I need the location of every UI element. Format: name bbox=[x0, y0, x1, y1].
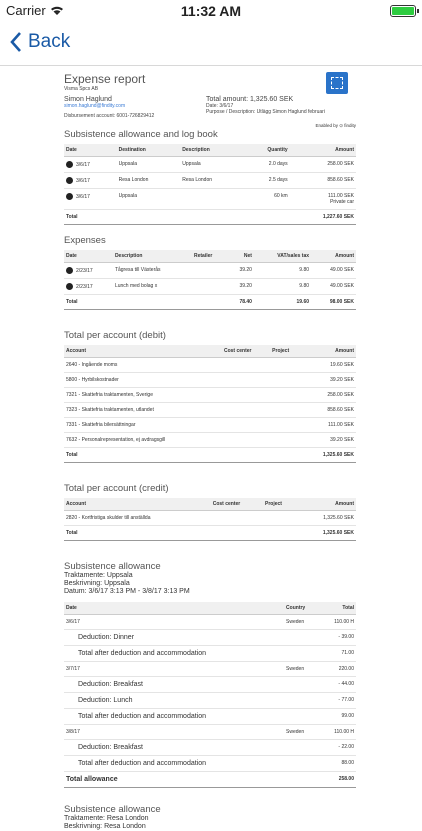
table-row: 5800 - Hyrbilskostnader 39.20 SEK bbox=[64, 373, 356, 388]
car-icon bbox=[66, 161, 73, 168]
company-logo-icon bbox=[326, 72, 348, 94]
user-email[interactable]: simon.haglund@findity.com bbox=[64, 103, 126, 109]
table-row: Deduction: Breakfast - 44.00 bbox=[64, 677, 356, 693]
subsistence-table: Date Destination Description Quantity Amount 3/6/17 Uppsala Uppsala 2.0 days 258.00 SEK 3/6/17 Resa London Resa London 2.5 days 858.60 SEK 3/6/17 Uppsala 60 km 111.00 SEK Private car Total 1,227.60 SEK bbox=[64, 144, 356, 225]
table-row: 7323 - Skattefria traktamenten, utlandet 858.60 SEK bbox=[64, 403, 356, 418]
table-row: Deduction: Breakfast - 22.00 bbox=[64, 740, 356, 756]
debit-table: Account Cost center Project Amount 2640 - Ingående moms 19.60 SEK 5800 - Hyrbilskostnader 39.20 SEK 7321 - Skattefria traktamenten, Sverige 258.00 SEK 7323 - Skattefria traktamenten, utlandet 858.60 SEK 7331 - Skattefria bilersättningar 111.00 SEK 7632 - Personalrepresentation, ej avdragsgill 39.20 SEK Total 1,325.60 SEK bbox=[64, 345, 356, 463]
expense-document[interactable] bbox=[64, 72, 356, 831]
report-date: Date: 3/6/17 bbox=[206, 103, 234, 109]
section-title: Total per account (credit) bbox=[64, 483, 169, 494]
table-row: 2/23/17 Lunch med bolag x 39.20 9.80 49.00 SEK bbox=[64, 279, 356, 295]
table-row: Total after deduction and accommodation 71.00 bbox=[64, 646, 356, 662]
disbursement-account: Disbursement account: 6001-726829412 bbox=[64, 113, 155, 119]
back-button[interactable]: Back bbox=[10, 31, 70, 53]
company-name: Visma Spcs AB bbox=[64, 86, 99, 92]
table-row: 7632 - Personalrepresentation, ej avdragsgill 39.20 SEK bbox=[64, 433, 356, 448]
table-row: 3/7/17 Sweden 220.00 bbox=[64, 662, 356, 677]
clock: 11:32 AM bbox=[180, 3, 242, 19]
chevron-left-icon bbox=[10, 31, 22, 53]
table-row: 2/23/17 Tågresa till Västerås 39.20 9.80 49.00 SEK bbox=[64, 263, 356, 279]
table-row: 3/6/17 Resa London Resa London 2.5 days 858.60 SEK bbox=[64, 173, 356, 189]
plane-icon bbox=[66, 177, 73, 184]
table-row: 3/6/17 Sweden 110.00 H bbox=[64, 615, 356, 630]
expenses-table: Date Description Retailer Net VAT/sales tax Amount 2/23/17 Tågresa till Västerås 39.20 9.80 49.00 SEK 2/23/17 Lunch med bolag x 39.20 9.80 49.00 SEK Total 78.40 19.60 98.00 SEK bbox=[64, 250, 356, 310]
nav-bar bbox=[0, 22, 422, 66]
allowance-line: Traktamente: Uppsala bbox=[64, 572, 133, 579]
section-title: Subsistence allowance and log book bbox=[64, 129, 218, 140]
table-row: 7321 - Skattefria traktamenten, Sverige 258.00 SEK bbox=[64, 388, 356, 403]
food-icon bbox=[66, 283, 73, 290]
allowance-line: Beskrivning: Resa London bbox=[64, 823, 146, 830]
battery-icon bbox=[390, 5, 416, 17]
table-row: Deduction: Lunch - 77.00 bbox=[64, 693, 356, 709]
table-row: Total after deduction and accommodation 88.00 bbox=[64, 756, 356, 772]
table-row: 3/6/17 Uppsala Uppsala 2.0 days 258.00 SEK bbox=[64, 157, 356, 173]
table-row: 2640 - Ingående moms 19.60 SEK bbox=[64, 358, 356, 373]
train-icon bbox=[66, 267, 73, 274]
total-amount: Total amount: 1,325.60 SEK bbox=[206, 96, 294, 103]
table-row: 2820 - Kortfristiga skulder till anställda 1,325.60 SEK bbox=[64, 511, 356, 526]
credit-table: Account Cost center Project Amount 2820 - Kortfristiga skulder till anställda 1,325.60 SEK Total 1,325.60 SEK bbox=[64, 498, 356, 541]
table-row: Deduction: Dinner - 39.00 bbox=[64, 630, 356, 646]
allowance-line: Datum: 3/6/17 3:13 PM - 3/8/17 3:13 PM bbox=[64, 588, 190, 595]
report-purpose: Purpose / Description: Utlägg Simon Haglund februari bbox=[206, 109, 325, 115]
allowance-line: Traktamente: Resa London bbox=[64, 815, 149, 822]
section-title: Subsistence allowance bbox=[64, 804, 161, 815]
table-row: Total after deduction and accommodation 99.00 bbox=[64, 709, 356, 725]
report-title: Expense report bbox=[64, 72, 146, 86]
carrier: Carrier bbox=[6, 3, 64, 18]
table-row: 3/8/17 Sweden 110.00 H bbox=[64, 725, 356, 740]
allowance-table: Date Country Total 3/6/17 Sweden 110.00 H Deduction: Dinner - 39.00 Total after deduction and accommodation 71.00 3/7/17 Sweden 220.00 Deduction: Breakfast - 44.00 Deduction: Lunch - 77.00 Total after deduction and accommodation 99.00 3/8/17 Sweden 110.00 H Deduction: Breakfast - 22.00 Total after deduction and accommodation 88.00 Total allowance 258.00 bbox=[64, 602, 356, 788]
user-name: Simon Haglund bbox=[64, 96, 112, 103]
table-row: 3/6/17 Uppsala 60 km 111.00 SEK Private car bbox=[64, 189, 356, 210]
table-row: 7331 - Skattefria bilersättningar 111.00 SEK bbox=[64, 418, 356, 433]
allowance-line: Beskrivning: Uppsala bbox=[64, 580, 130, 587]
vehicle-icon bbox=[66, 193, 73, 200]
section-title: Subsistence allowance bbox=[64, 561, 161, 572]
section-title: Expenses bbox=[64, 235, 106, 246]
status-bar bbox=[0, 0, 422, 22]
enabled-by: Enabled by ⊙ findity bbox=[315, 123, 356, 128]
section-title: Total per account (debit) bbox=[64, 330, 166, 341]
